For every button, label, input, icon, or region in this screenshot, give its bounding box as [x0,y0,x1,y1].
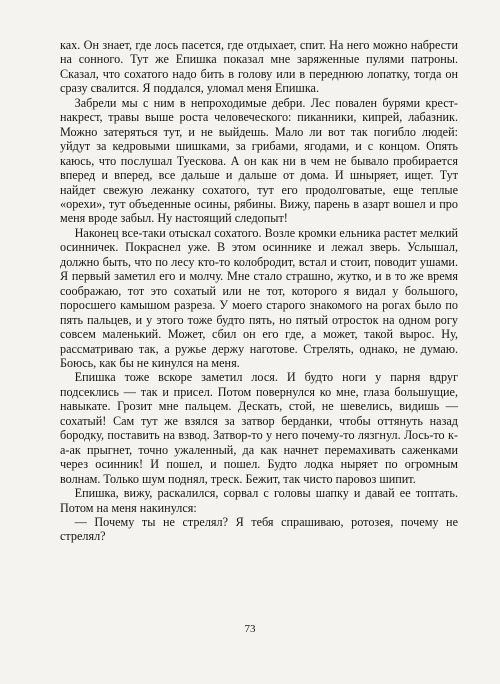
page-number: 73 [244,623,256,635]
paragraph-5: Епишка, вижу, раскалился, сорвал с головы шапку и давай ее топтать. Потом на меня накинулся: [60,486,458,515]
paragraph-2: Забрели мы с ним в непроходимые дебри. Лес повален бурями крест-накрест, травы выше роста человеческого: пиканники, кипрей, лабазник. Можно затеряться тут, и не выйдешь. Мало ли вот так погибло людей: уйдут за кедровыми шишками, за грибами, ягодами, и с концом. Опять каюсь, что послушал Туескова. А он как ни в чем не бывало пробирается вперед и вперед, все дальше и дальше от дома. И шныряет, ищет. Тут найдет свежую лежанку сохатого, тут его продолговатые, еще теплые «орехи», тут объеденные осины, рябины. Вижу, парень в азарт вошел и про меня вроде забыл. Ну настоящий следопыт! [60,95,458,226]
paragraph-1: ках. Он знает, где лось пасется, где отдыхает, спит. На него можно набрести на сонного. Тут же Епишка показал мне заряженные пулями патроны. Сказал, что сохатого надо бить в голову или в переднюю лопатку, тогда он сразу свалится. Я поддался, уломал меня Епишка. [60,38,458,96]
paragraph-4: Епишка тоже вскоре заметил лося. И будто ноги у парня вдруг подсеклись — так и присел. Потом повернулся ко мне, глаза большущие, навыкате. Грозит мне пальцем. Дескать, стой, не шевелись, видишь — сохатый! Сам тут же взялся за затвор берданки, чтобы оттянуть назад бородку, поставить на взвод. Затвор-то у него почему-то лязгнул. Лось-то к-а-ак прыгнет, точно ужаленный, да как начнет перемахивать саженками через осинник! И пошел, и пошел. Будто лодка ныряет по огромным волнам. Только шум поднял, треск. Бежит, так чисто паровоз шипит. [60,370,458,486]
paragraph-3: Наконец все-таки отыскал сохатого. Возле кромки ельника растет мелкий осинничек. Покраснел уже. В этом осиннике и лежал зверь. Услышал, должно быть, что по лесу кто-то колобродит, встал и стоит, поводит ушами. Я первый заметил его и молчу. Мне стало страшно, жутко, и в то же время соображаю, тот это сохатый или не тот, которого я видал у большого, поросшего камышом разреза. У моего старого знакомого на рогах было по пять пальцев, и у этого тоже будто пять, но пятый отросток на одном рогу совсем маленький. Может, сбил он его где, а может, такой вырос. Ну, рассматриваю так, а ружье держу наготове. Стрелять, однако, не думаю. Боюсь, как бы не кинулся на меня. [60,225,458,370]
paragraph-6: — Почему ты не стрелял? Я тебя спрашиваю, ротозея, почему не стрелял? [60,514,458,544]
page-text [60,38,458,544]
